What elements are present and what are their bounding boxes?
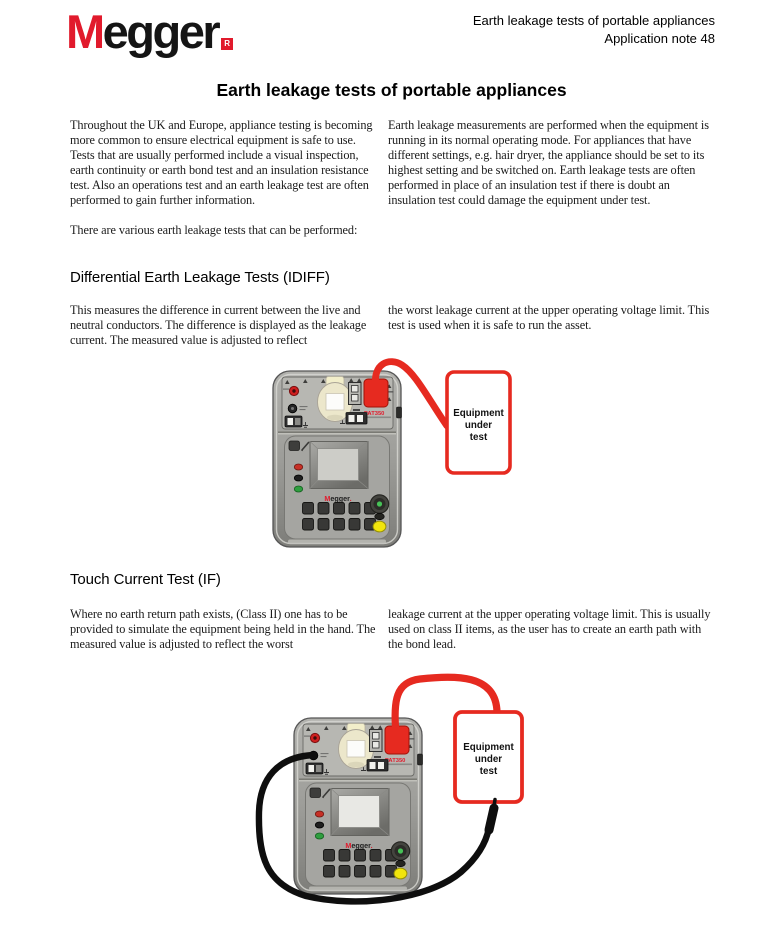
figure-differential-test: PAT350 Megger. Equipment under test (0, 355, 560, 560)
touch-current-section (70, 607, 716, 667)
pat-tester-device (294, 718, 423, 894)
touch-right-column (388, 607, 716, 667)
body-paragraph: the worst leakage current at the upper operating voltage limit. This test is used when it is safe to run the asset. (388, 303, 710, 332)
intro-right-column (388, 118, 716, 253)
registered-mark-icon: R (221, 38, 233, 50)
idiff-section (70, 303, 716, 363)
equipment-box-label: Equipment (453, 408, 504, 419)
page-title: Earth leakage tests of portable appliances (216, 80, 567, 100)
intro-left-column (70, 118, 376, 253)
touch-left-column (70, 607, 376, 667)
body-paragraph: Throughout the UK and Europe, appliance testing is becoming more common to ensure electrical equipment is safe to use. Tests that are usually performed include a visual inspection, earth continuity or earth bond test and an insulation resistance test. Also an operations test and an earth leakage test are often performed to gain further information. (70, 118, 373, 207)
application-note-number: Application note 48 (604, 30, 715, 46)
equipment-box-label: under (464, 420, 493, 431)
equipment-box-label: test (479, 766, 498, 777)
body-paragraph: This measures the difference in current between the live and neutral conductors. The difference is displayed as the leakage current. The measured value is adjusted to reflect (70, 303, 367, 347)
equipment-under-test-box (455, 712, 522, 802)
megger-logo (66, 5, 233, 58)
equipment-under-test-box (447, 372, 510, 473)
equipment-box-label: Equipment (463, 742, 514, 753)
megger-logo-rest: egger (102, 5, 219, 58)
pat-tester-device (273, 371, 402, 547)
lead-plug (310, 752, 318, 760)
equipment-box-label: under (474, 754, 503, 765)
body-paragraph: leakage current at the upper operating voltage limit. This is usually used on class II items, as the user has to create an earth path with the bond lead. (388, 607, 711, 651)
body-paragraph: Where no earth return path exists, (Class II) one has to be provided to simulate the equipment being held in the hand. The measured value is adjusted to reflect the worst (70, 607, 376, 651)
test-probe (489, 800, 495, 831)
document-header (473, 12, 715, 47)
intro-section (70, 118, 716, 253)
megger-logo-m: M (66, 5, 103, 58)
equipment-box-label: test (469, 432, 488, 443)
section-heading-touch-current: Touch Current Test (IF) (70, 571, 221, 588)
figure-touch-current-test (0, 660, 560, 936)
body-paragraph: There are various earth leakage tests that can be performed: (70, 223, 358, 237)
idiff-right-column (388, 303, 716, 363)
body-paragraph: Earth leakage measurements are performed when the equipment is running in its normal operating mode. For appliances that have different settings, e.g. hair dryer, the appliance should be set to its highest setting and be switched on. Earth leakage tests are often performed in place of an insulation test if there is doubt an insulation test could damage the equipment under test. (388, 118, 709, 207)
section-heading-idiff: Differential Earth Leakage Tests (IDIFF) (70, 269, 330, 286)
document-subject: Earth leakage tests of portable appliances (472, 13, 715, 28)
idiff-left-column (70, 303, 376, 363)
